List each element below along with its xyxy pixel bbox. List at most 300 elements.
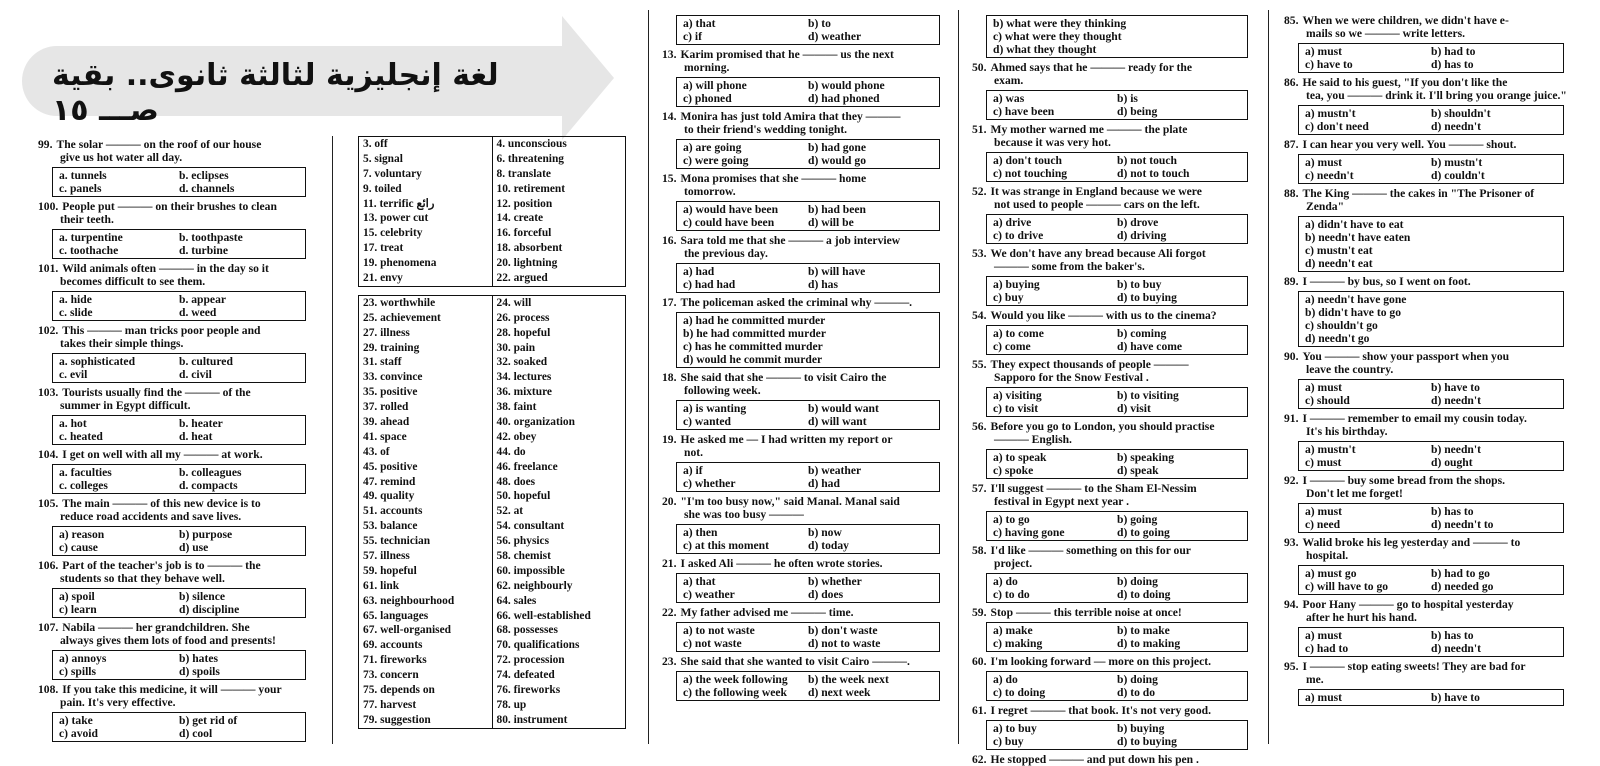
question-number: 55.: [972, 358, 987, 371]
answer-key-cell: 12. position: [496, 197, 553, 210]
question-text: Nabila ——— her grandchildren. She: [62, 621, 250, 634]
answer-key-row: [359, 638, 626, 653]
answer-option: d) ought: [1431, 456, 1473, 469]
answer-option: b) to visiting: [1117, 389, 1179, 402]
answer-option: c) will have to go: [1305, 580, 1389, 593]
question-number: 20.: [662, 495, 677, 508]
answer-option: b) mustn't: [1431, 156, 1483, 169]
question-text: I asked Ali ——— he often wrote stories.: [680, 557, 883, 570]
question-text: I ——— by bus, so I went on foot.: [1302, 275, 1471, 288]
answer-option: d) needn't: [1431, 120, 1481, 133]
question-text: You ——— show your passport when you: [1302, 350, 1510, 363]
answer-option: b) to make: [1117, 624, 1170, 637]
answer-key-row: [359, 504, 626, 519]
answer-option: a. hide: [59, 293, 92, 306]
answer-option: d) to buying: [1117, 735, 1177, 748]
question-stem: [662, 557, 944, 570]
answer-option: d) needn't eat: [1305, 257, 1373, 270]
answer-key-cell: 60. impossible: [496, 564, 565, 577]
question-number: 15.: [662, 172, 677, 185]
answer-option: a) was: [993, 92, 1025, 105]
answer-key-cell: 54. consultant: [496, 520, 565, 533]
answer-options-box: [676, 671, 940, 701]
column-questions-50-62: [972, 12, 1252, 766]
options-row: [59, 293, 299, 306]
question-stem: [662, 172, 944, 198]
answer-option: c) at this moment: [683, 539, 769, 552]
answer-option: a) must: [1305, 505, 1343, 518]
answer-option: c) needn't: [1305, 169, 1354, 182]
answer-key-cell: 50. hopeful: [496, 490, 551, 503]
answer-key-cell: 77. harvest: [359, 698, 493, 713]
answer-key-row: [359, 489, 626, 504]
question-number: 59.: [972, 606, 987, 619]
answer-key-row: [359, 152, 626, 167]
answer-key-cell: 31. staff: [359, 355, 493, 370]
question-stem: [972, 482, 1252, 508]
answer-option: b) what were they thinking: [993, 17, 1127, 30]
answer-option: d) weather: [808, 30, 862, 43]
answer-options-box: [1298, 43, 1564, 73]
answer-key-row: [359, 579, 626, 594]
question-stem: [972, 123, 1252, 149]
question-text-continued: because it was very hot.: [994, 136, 1111, 149]
answer-option: c) could have been: [683, 216, 775, 229]
answer-option: c) wanted: [683, 415, 731, 428]
question-text-continued: hospital.: [1306, 549, 1349, 562]
answer-option: d) spoils: [179, 665, 220, 678]
answer-option: d) had phoned: [808, 92, 880, 105]
answer-option: b) would phone: [808, 79, 885, 92]
answer-key-cell: 35. positive: [359, 385, 493, 400]
answer-key-table-1: [358, 136, 626, 287]
answer-options-box: [986, 90, 1248, 120]
answer-key-cell: 79. suggestion: [359, 713, 493, 728]
answer-options-box: [676, 573, 940, 603]
question-stem: [662, 495, 944, 521]
answer-option: c) had to: [1305, 642, 1349, 655]
options-row: [1305, 456, 1557, 469]
answer-option: d) needn't: [1431, 394, 1481, 407]
answer-option: d. channels: [179, 182, 235, 195]
question-text-continued: takes their simple things.: [60, 337, 184, 350]
answer-options-box: [676, 15, 940, 45]
answer-option: b) will have: [808, 265, 866, 278]
options-row: [683, 526, 933, 539]
column-divider: [648, 10, 649, 744]
options-row: [1305, 629, 1557, 642]
answer-key-cell: 47. remind: [359, 475, 493, 490]
options-row: [59, 182, 299, 195]
options-row: [59, 603, 299, 616]
answer-option: d) needn't: [1431, 642, 1481, 655]
question-text-continued: Sapporo for the Snow Festival .: [994, 371, 1149, 384]
options-row: [993, 154, 1241, 167]
options-row: [993, 229, 1241, 242]
question-number: 16.: [662, 234, 677, 247]
options-row: [1305, 518, 1557, 531]
answer-option: d. weed: [179, 306, 217, 319]
question-text-continued: following week.: [684, 384, 761, 397]
answer-key-cell: 28. hopeful: [496, 326, 551, 339]
answer-option: d) to making: [1117, 637, 1181, 650]
answer-option: d) next week: [808, 686, 871, 699]
question-text-continued: me.: [1306, 673, 1324, 686]
question-text-continued: Don't let me forget!: [1306, 487, 1403, 500]
answer-option: a) buying: [993, 278, 1040, 291]
answer-key-cell: 68. possesses: [496, 624, 558, 637]
answer-options-box: [986, 15, 1248, 58]
options-row: [993, 588, 1241, 601]
answer-option: c) making: [993, 637, 1043, 650]
answer-key-cell: 58. chemist: [496, 549, 551, 562]
answer-option: b) silence: [179, 590, 226, 603]
question-text-continued: leave the country.: [1306, 363, 1394, 376]
options-row: [993, 722, 1241, 735]
answer-options-box: [986, 325, 1248, 355]
question-text-continued: exam.: [994, 74, 1024, 87]
answer-options-box: [986, 387, 1248, 417]
answer-option: b. heater: [179, 417, 223, 430]
answer-option: d) has to: [1431, 58, 1474, 71]
answer-key-row: [359, 624, 626, 639]
question-number: 50.: [972, 61, 987, 74]
options-row: [993, 167, 1241, 180]
options-row: [993, 216, 1241, 229]
answer-options-box: [52, 650, 306, 680]
question-text: I'm looking forward — more on this project.: [990, 655, 1211, 668]
answer-option: d) cool: [179, 727, 213, 740]
question-text: The King ——— the cakes in "The Prisoner of: [1302, 187, 1535, 200]
answer-key-cell: 38. faint: [496, 401, 537, 414]
question-number: 105.: [38, 497, 59, 510]
question-number: 92.: [1284, 474, 1299, 487]
options-row: [1305, 58, 1557, 71]
answer-options-box: [986, 573, 1248, 603]
question-number: 107.: [38, 621, 59, 634]
answer-key-cell: 6. threatening: [496, 152, 564, 165]
question-text-continued: project.: [994, 557, 1033, 570]
question-number: 19.: [662, 433, 677, 446]
question-text: Poor Hany ——— go to hospital yesterday: [1302, 598, 1514, 611]
options-row: [993, 389, 1241, 402]
answer-options-box: [1298, 689, 1564, 706]
answer-key-cell: 22. argued: [496, 271, 548, 284]
answer-options-box: [1298, 105, 1564, 135]
answer-option: c) to do: [993, 588, 1030, 601]
question-stem: [1284, 76, 1568, 102]
question-number: 61.: [972, 704, 987, 717]
answer-option: b) needn't have eaten: [1305, 231, 1411, 244]
question-text: People put ——— on their brushes to clean: [62, 200, 277, 213]
question-text: Stop ——— this terrible noise at once!: [990, 606, 1182, 619]
question-stem: [972, 247, 1252, 273]
options-row: [1305, 120, 1557, 133]
answer-key-row: [359, 341, 626, 356]
answer-options-box: [986, 622, 1248, 652]
answer-key-cell: 25. achievement: [359, 311, 493, 326]
options-row: [59, 244, 299, 257]
question-text: Walid broke his leg yesterday and ——— to: [1302, 536, 1521, 549]
options-row: [683, 415, 933, 428]
answer-option: b) get rid of: [179, 714, 238, 727]
answer-options-box: [1298, 291, 1564, 347]
question-number: 86.: [1284, 76, 1299, 89]
question-number: 102.: [38, 324, 59, 337]
answer-key-cell: 67. well-organised: [359, 624, 493, 639]
question-text: He stopped ——— and put down his pen .: [990, 753, 1199, 766]
answer-options-box: [52, 229, 306, 259]
answer-key-cell: 62. neighbourly: [496, 579, 573, 592]
answer-key-row: [359, 226, 626, 241]
answer-key-cell: 45. positive: [359, 460, 493, 475]
answer-option: d) being: [1117, 105, 1158, 118]
answer-option: c) whether: [683, 477, 736, 490]
answer-option: b) have to: [1431, 381, 1480, 394]
options-row: [59, 665, 299, 678]
answer-key-row: [359, 241, 626, 256]
options-row: [993, 464, 1241, 477]
answer-options-box: [52, 291, 306, 321]
answer-option: b) needn't: [1431, 443, 1481, 456]
question-stem: [972, 420, 1252, 446]
options-row: [1305, 156, 1557, 169]
answer-key-row: [359, 197, 626, 212]
answer-option: a) visiting: [993, 389, 1042, 402]
options-row: [683, 92, 933, 105]
question-stem: [972, 185, 1252, 211]
question-number: 22.: [662, 606, 677, 619]
options-row: [683, 154, 933, 167]
answer-key-row: [359, 271, 626, 286]
answer-options-box: [1298, 565, 1564, 595]
question-text: I'd like ——— something on this for our: [990, 544, 1191, 557]
answer-options-box: [676, 77, 940, 107]
page-header-banner: [22, 16, 612, 126]
options-row: [1305, 394, 1557, 407]
question-stem: [38, 386, 310, 412]
answer-key-cell: 49. quality: [359, 489, 493, 504]
question-text: The policeman asked the criminal why ———.: [680, 296, 913, 309]
question-number: 21.: [662, 557, 677, 570]
answer-option: a) that: [683, 17, 716, 30]
question-text: Tourists usually find the ——— of the: [62, 386, 251, 399]
answer-options-box: [986, 276, 1248, 306]
question-number: 103.: [38, 386, 59, 399]
answer-option: b) doing: [1117, 673, 1158, 686]
question-number: 53.: [972, 247, 987, 260]
answer-option: a) would have been: [683, 203, 779, 216]
answer-option: c) has he committed murder: [683, 340, 823, 353]
answer-options-box: [52, 712, 306, 742]
options-row: [1305, 505, 1557, 518]
answer-option: a) must: [1305, 156, 1343, 169]
answer-key-cell: 44. do: [496, 445, 526, 458]
answer-option: b) weather: [808, 464, 862, 477]
answer-option: b) would want: [808, 402, 879, 415]
options-row: [1305, 107, 1557, 120]
answer-option: c) learn: [59, 603, 97, 616]
answer-key-cell: 34. lectures: [496, 371, 552, 384]
answer-option: c) shouldn't go: [1305, 319, 1378, 332]
options-row: [1305, 381, 1557, 394]
page-title: لغة إنجليزية لثالثة ثانوى.. بقية صـــ ١٥: [52, 58, 499, 128]
answer-option: c) to drive: [993, 229, 1044, 242]
question-text-continued: festival in Egypt next year .: [994, 495, 1130, 508]
question-stem: [972, 61, 1252, 87]
answer-key-row: [359, 609, 626, 624]
answer-key-cell: 59. hopeful: [359, 564, 493, 579]
answer-option: d) today: [808, 539, 849, 552]
question-stem: [1284, 536, 1568, 562]
answer-key-row: [359, 256, 626, 271]
question-text-continued: she was too busy ———: [684, 508, 804, 521]
answer-options-box: [676, 312, 940, 368]
answer-option: a) to speak: [993, 451, 1047, 464]
question-text: My mother warned me ——— the plate: [990, 123, 1188, 136]
answer-key-cell: 80. instrument: [496, 713, 568, 726]
answer-option: b) now: [808, 526, 842, 539]
answer-options-box: [676, 201, 940, 231]
answer-option: b. cultured: [179, 355, 233, 368]
question-text: I ——— buy some bread from the shops.: [1302, 474, 1505, 487]
answer-key-cell: 57. illness: [359, 549, 493, 564]
question-number: 91.: [1284, 412, 1299, 425]
answer-option: a) had: [683, 265, 715, 278]
options-row: [59, 652, 299, 665]
question-text-continued: It's his birthday.: [1306, 425, 1388, 438]
question-text: My father advised me ——— time.: [680, 606, 854, 619]
answer-options-box: [52, 167, 306, 197]
options-row: [683, 402, 933, 415]
options-row: [683, 575, 933, 588]
question-stem: [1284, 474, 1568, 500]
answer-option: a) mustn't: [1305, 443, 1356, 456]
answer-option: d) had: [808, 477, 840, 490]
options-row: [59, 541, 299, 554]
answer-option: d. turbine: [179, 244, 228, 257]
question-number: 100.: [38, 200, 59, 213]
options-row: [993, 624, 1241, 637]
answer-option: d) have come: [1117, 340, 1183, 353]
answer-key-cell: 19. phenomena: [359, 256, 493, 271]
answer-key-row: [359, 653, 626, 668]
answer-option: d. civil: [179, 368, 212, 381]
answer-option: a. faculties: [59, 466, 112, 479]
answer-option: c. slide: [59, 306, 93, 319]
answer-options-box: [986, 449, 1248, 479]
question-number: 101.: [38, 262, 59, 275]
question-text: Ahmed says that he ——— ready for the: [990, 61, 1192, 74]
options-row: [683, 278, 933, 291]
question-text-continued: becomes difficult to see them.: [60, 275, 206, 288]
answer-key-cell: 42. obey: [496, 430, 537, 443]
question-text: I'll suggest ——— to the Sham El-Nessim: [990, 482, 1197, 495]
answer-option: d. heat: [179, 430, 213, 443]
answer-key-cell: 71. fireworks: [359, 653, 493, 668]
question-text-continued: not.: [684, 446, 704, 459]
question-number: 18.: [662, 371, 677, 384]
question-text: "I'm too busy now," said Manal. Manal said: [680, 495, 900, 508]
column-divider: [332, 136, 333, 744]
options-row: [59, 590, 299, 603]
question-text: If you take this medicine, it will ——— your: [62, 683, 282, 696]
question-number: 93.: [1284, 536, 1299, 549]
answer-key-cell: 61. link: [359, 579, 493, 594]
answer-key-cell: 11. terrific رائع: [359, 197, 493, 212]
options-row: [59, 528, 299, 541]
answer-options-box: [52, 588, 306, 618]
question-stem: [972, 753, 1252, 766]
header-arrow-icon: [562, 16, 614, 140]
answer-key-cell: 13. power cut: [359, 211, 493, 226]
answer-key-cell: 46. freelance: [496, 460, 558, 473]
question-text: Would you like ——— with us to the cinema?: [990, 309, 1217, 322]
answer-option: b) had to: [1431, 45, 1476, 58]
question-stem: [38, 497, 310, 523]
question-number: 88.: [1284, 187, 1299, 200]
options-row: [1305, 45, 1557, 58]
answer-option: d) couldn't: [1431, 169, 1485, 182]
options-row: [993, 526, 1241, 539]
answer-key-row: [359, 430, 626, 445]
answer-key-cell: 72. procession: [496, 654, 565, 667]
question-text: Part of the teacher's job is to ——— the: [62, 559, 261, 572]
question-number: 99.: [38, 138, 53, 151]
answer-option: b) had gone: [808, 141, 866, 154]
question-text-continued: tea, you ——— drink it. I'll bring you orange juice.": [1306, 89, 1567, 102]
answer-options-box: [986, 511, 1248, 541]
answer-option: b) buying: [1117, 722, 1165, 735]
answer-option: c) were going: [683, 154, 749, 167]
question-number: 17.: [662, 296, 677, 309]
answer-options-box: [1298, 154, 1564, 184]
answer-option: b. appear: [179, 293, 227, 306]
answer-option: c) having gone: [993, 526, 1065, 539]
answer-option: d) will be: [808, 216, 854, 229]
answer-option: b) drove: [1117, 216, 1159, 229]
answer-option: a) do: [993, 575, 1018, 588]
question-stem: [38, 138, 310, 164]
answer-option: d) would go: [808, 154, 866, 167]
answer-option: a) if: [683, 464, 703, 477]
options-row: [683, 141, 933, 154]
answer-option: c) not touching: [993, 167, 1068, 180]
answer-option: a) to buy: [993, 722, 1037, 735]
answer-option: b) he had committed murder: [683, 327, 826, 340]
column-questions-85-95: [1284, 12, 1568, 744]
answer-option: a) spoil: [59, 590, 95, 603]
answer-option: a) needn't have gone: [1305, 293, 1407, 306]
answer-options-box: [676, 139, 940, 169]
answer-option: a) must: [1305, 691, 1343, 704]
answer-option: c) to visit: [993, 402, 1039, 415]
answer-key-row: [359, 668, 626, 683]
question-text: They expect thousands of people ———: [990, 358, 1189, 371]
answer-key-cell: 37. rolled: [359, 400, 493, 415]
question-text: I ——— remember to email my cousin today.: [1302, 412, 1527, 425]
answer-option: c) don't need: [1305, 120, 1369, 133]
options-row: [993, 513, 1241, 526]
answer-option: b) don't waste: [808, 624, 878, 637]
question-stem: [972, 655, 1252, 668]
options-row: [993, 105, 1241, 118]
answer-key-cell: 8. translate: [496, 167, 551, 180]
answer-option: b) had to go: [1431, 567, 1490, 580]
answer-option: d. compacts: [179, 479, 238, 492]
answer-option: c) spoke: [993, 464, 1034, 477]
answer-option: b) shouldn't: [1431, 107, 1491, 120]
